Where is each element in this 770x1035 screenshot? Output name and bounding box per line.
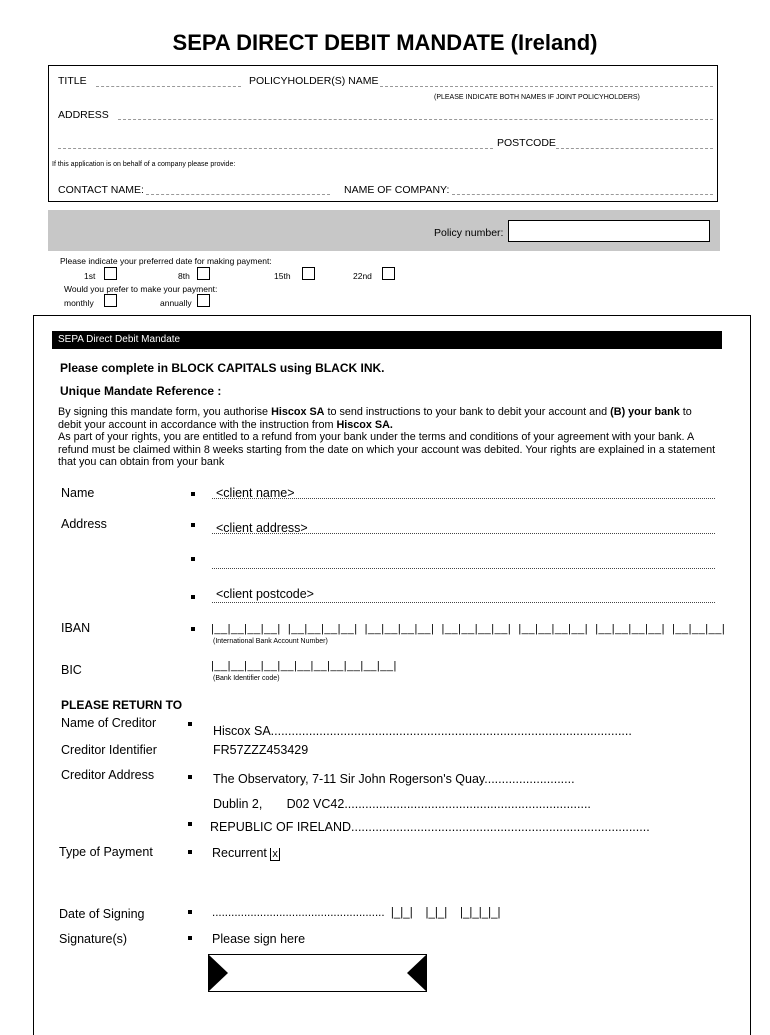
freq-option-monthly: monthly [64, 298, 94, 308]
date-8th-checkbox[interactable] [197, 267, 210, 280]
freq-option-annually: annually [160, 298, 192, 308]
auth-your-bank: (B) your bank [610, 406, 680, 418]
auth-hiscox: Hiscox SA [271, 406, 325, 418]
monthly-checkbox[interactable] [104, 294, 117, 307]
iban-label: IBAN [61, 621, 91, 635]
title-label: TITLE [58, 75, 87, 87]
auth-text-1: By signing this mandate form, you authorise [58, 406, 272, 418]
return-to-heading: PLEASE RETURN TO [61, 698, 183, 712]
creditor-address-label: Creditor Address [61, 768, 155, 782]
creditor-name-label: Name of Creditor [61, 716, 157, 730]
auth-text-3: to debit your account in accordance with the instruction from [58, 406, 692, 431]
address-value: <client address> [216, 521, 308, 535]
block-capitals-instruction: Please complete in BLOCK CAPITALS using BLACK INK. [60, 361, 385, 375]
signature-box[interactable] [208, 954, 427, 992]
payment-type-value [212, 846, 280, 860]
date-option-22nd: 22nd [353, 271, 372, 281]
creditor-address-line-2: Dublin 2, D02 VC42....................................................................... [213, 797, 591, 811]
iban-boxes[interactable]: |__|__|__|__| |__|__|__|__| |__|__|__|__| |__|__|__|__| |__|__|__|__| |__|__|__|__| |__|__|__| [211, 623, 726, 635]
bic-boxes[interactable]: |__|__|__|__|__|__|__|__|__|__|__| [211, 660, 397, 672]
bullet [191, 492, 195, 496]
payment-type-text: Recurrent [212, 846, 267, 860]
postcode-value: <client postcode> [216, 587, 314, 601]
bullet [191, 627, 195, 631]
payment-type-label: Type of Payment [59, 845, 153, 859]
rights-text: As part of your rights, you are entitled to a refund from your bank under the terms and conditions of your agreement with your bank. A refund must be claimed within 8 weeks starting from the date on which your account was debited. Your rights are explained in a statement that you can obtain from your bank [58, 431, 716, 468]
date-option-8th: 8th [178, 271, 190, 281]
date-22nd-checkbox[interactable] [382, 267, 395, 280]
signature-label: Signature(s) [59, 932, 128, 946]
payment-frequency-prompt: Would you prefer to make your payment: [64, 284, 218, 294]
company-name-label: NAME OF COMPANY: [344, 184, 450, 196]
bullet [188, 822, 192, 826]
name-value: <client name> [216, 486, 295, 500]
contact-name-field[interactable] [146, 194, 330, 195]
policy-number-label: Policy number: [434, 227, 504, 239]
policyholder-field[interactable] [380, 86, 713, 87]
address-line-1-field[interactable] [212, 533, 715, 534]
company-name-field[interactable] [452, 194, 713, 195]
bullet [191, 557, 195, 561]
unique-mandate-reference-label: Unique Mandate Reference : [60, 384, 222, 398]
bic-note: (Bank Identifier code) [213, 675, 280, 682]
date-15th-checkbox[interactable] [302, 267, 315, 280]
bullet [188, 722, 192, 726]
creditor-identifier-label: Creditor Identifier [61, 743, 157, 757]
bullet [191, 595, 195, 599]
creditor-identifier-value: FR57ZZZ453429 [213, 743, 309, 757]
address-field[interactable] [118, 119, 713, 120]
page-title: SEPA DIRECT DEBIT MANDATE (Ireland) [172, 30, 598, 55]
date-of-signing-field[interactable]: ...................................................... |_|_| |_|_| |_|_|_|_| [212, 907, 501, 919]
company-note: If this application is on behalf of a company please provide: [52, 161, 236, 168]
date-of-signing-label: Date of Signing [59, 907, 145, 921]
postcode-line-field[interactable] [212, 602, 715, 603]
bullet [188, 936, 192, 940]
recurrent-checkbox[interactable]: x [272, 848, 278, 860]
bic-label: BIC [61, 663, 82, 677]
date-option-1st: 1st [84, 271, 96, 281]
name-field[interactable] [212, 498, 715, 499]
payment-date-prompt: Please indicate your preferred date for making payment: [60, 256, 272, 266]
address-line-2-field[interactable] [212, 568, 715, 569]
address-field-label: Address [61, 517, 107, 531]
postcode-label: POSTCODE [497, 137, 556, 149]
signature-prompt: Please sign here [212, 932, 306, 946]
postcode-field[interactable] [556, 148, 713, 149]
address-label: ADDRESS [58, 109, 109, 121]
date-option-15th: 15th [274, 271, 291, 281]
annually-checkbox[interactable] [197, 294, 210, 307]
bullet [188, 910, 192, 914]
creditor-address-line-1: The Observatory, 7-11 Sir John Rogerson's Quay.......................... [213, 772, 575, 786]
bullet [191, 523, 195, 527]
address-field-line2[interactable] [58, 148, 493, 149]
policy-number-input[interactable] [508, 220, 710, 242]
date-1st-checkbox[interactable] [104, 267, 117, 280]
bullet [188, 850, 192, 854]
creditor-name-value: Hiscox SA........................................................................................................ [213, 724, 632, 738]
auth-text-2: to send instructions to your bank to debit your account and [324, 406, 611, 418]
mandate-header: SEPA Direct Debit Mandate [52, 331, 722, 349]
bullet [188, 775, 192, 779]
joint-note: (PLEASE INDICATE BOTH NAMES IF JOINT POLICYHOLDERS) [434, 94, 640, 101]
name-label: Name [61, 486, 95, 500]
contact-name-label: CONTACT NAME: [58, 184, 144, 196]
auth-hiscox-2: Hiscox SA. [336, 418, 393, 431]
creditor-address-line-3: REPUBLIC OF IRELAND...................................................................................... [210, 820, 650, 834]
iban-note: (International Bank Account Number) [213, 638, 328, 645]
authorisation-text [58, 406, 716, 431]
policyholder-label: POLICYHOLDER(S) NAME [249, 75, 379, 87]
title-field[interactable] [96, 86, 241, 87]
